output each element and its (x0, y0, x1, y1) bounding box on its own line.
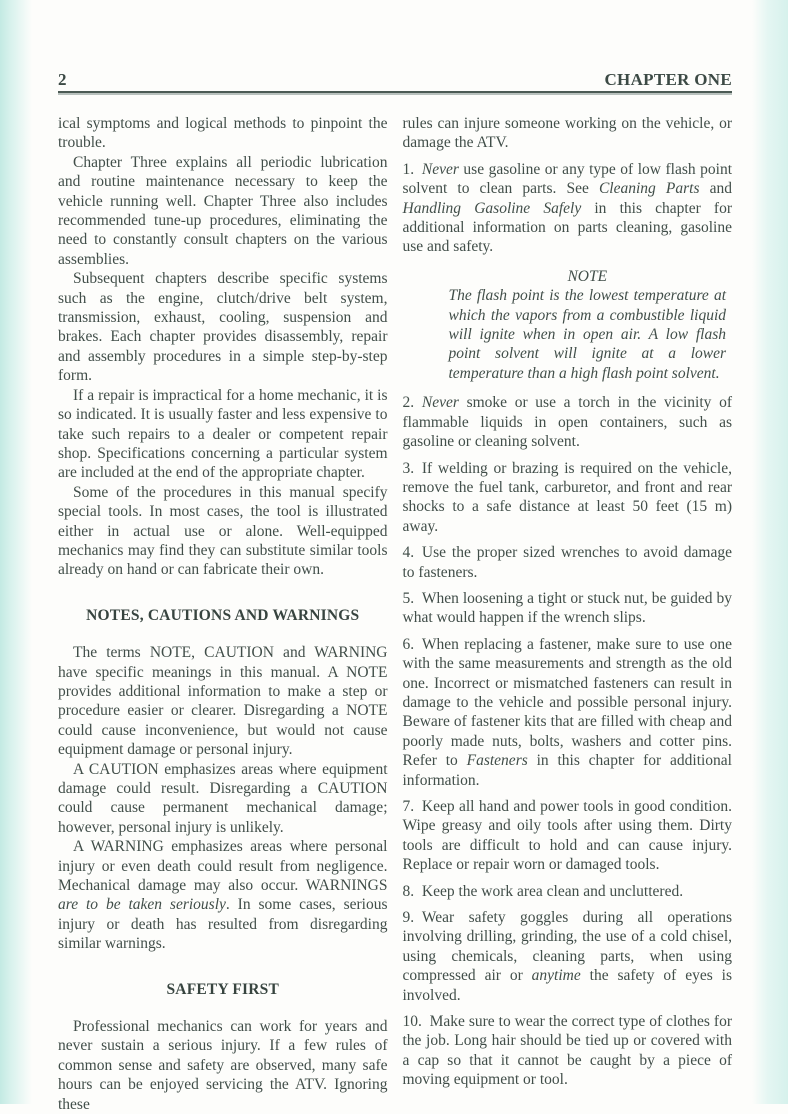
text-run: Subsequent chapters describe specific systems such as the engine, clutch/drive belt system, transmission, exhaust, cooling, suspension and brakes. Each chapter provides disassembly, repair and assembly procedures in a simple step-by-step form. (58, 270, 388, 385)
text-run: smoke or use a torch in the vicinity of flammable liquids in open containers, such as gasoline or cleaning solvent. (402, 394, 732, 451)
text-run: 6. When replacing a fastener, make sure to use one with the same measurements and strength as the old one. Incorrect or mismatched fasteners can result in damage to the vehicle and possible personal injury. Beware of fastener kits that are filled with cheap and poorly made nuts, bolts, washers and cotter pins. Refer to (402, 635, 732, 770)
note-text (449, 286, 727, 383)
paragraph (58, 837, 388, 953)
text-run: . In some cases, serious injury or death has resulted from disregarding similar warnings. (58, 896, 388, 953)
paragraph (58, 153, 388, 269)
paragraph (58, 760, 388, 838)
emphasis-text: are to be taken seriously (58, 896, 226, 914)
text-run: 1. (402, 160, 422, 178)
note-title: NOTE (567, 267, 608, 285)
emphasis-text: Cleaning Parts (598, 180, 700, 198)
text-run: use gasoline or any type of low flash point solvent to clean parts. See (402, 160, 732, 198)
text-run: Some of the procedures in this manual specify special tools. In most cases, the tool is illustrated either in actual use or alone. Well-equipped mechanics may find they can substitute similar tools already on hand or can fabricate their own. (58, 483, 388, 579)
note-block (449, 267, 727, 383)
text-run: 10. Make sure to wear the correct type of clothes for the job. Long hair should be tied up or covered with a cap so that it cannot be caught by a piece of moving equipment or tool. (402, 1013, 732, 1089)
numbered-list-item (403, 635, 733, 790)
emphasis-text: Fasteners (466, 752, 528, 770)
numbered-list-item (403, 459, 733, 537)
numbered-list-item (403, 589, 733, 628)
text-run: and (699, 180, 732, 198)
chapter-title: CHAPTER ONE (604, 70, 732, 89)
section-heading: NOTES, CAUTIONS AND WARNINGS (86, 606, 360, 624)
header-rule (58, 91, 732, 93)
paragraph (58, 483, 388, 580)
text-run: Professional mechanics can work for years and never sustain a serious injury. If a few rules of common sense and safety are observed, many safe hours can be enjoyed servicing the ATV. Ignoring these (58, 1018, 388, 1113)
scan-edge-right (752, 0, 788, 1104)
text-run: The flash point is the lowest temperature at which the vapors from a combustible liquid will ignite when in open air. A low flash point solvent will ignite at a lower temperature than a high flash point solvent. (448, 287, 726, 382)
paragraph (58, 643, 388, 759)
scan-edge-left (0, 0, 32, 1104)
text-run: 3. If welding or brazing is required on the vehicle, remove the fuel tank, carburetor, and front and rear shocks to a safe distance at least 50 feet (15 m) away. (402, 459, 732, 535)
numbered-list-item (403, 882, 733, 901)
paragraph (58, 114, 388, 153)
paragraph (58, 1017, 388, 1114)
text-run: 8. Keep the work area clean and uncluttered. (402, 882, 684, 900)
numbered-list-item (403, 543, 733, 582)
numbered-list-item (403, 393, 733, 451)
text-run: the safety of eyes is involved. (402, 967, 732, 1004)
page-number: 2 (58, 70, 67, 89)
text-run: 7. Keep all hand and power tools in good condition. Wipe greasy and oily tools after using them. Dirty tools are difficult to hold and can cause injury. Replace or repair worn or damaged tools. (402, 798, 732, 874)
section-heading: SAFETY FIRST (166, 980, 279, 998)
page-header (58, 70, 732, 89)
text-run: in this chapter for additional information. (402, 752, 732, 789)
text-run: rules can injure someone working on the vehicle, or damage the ATV. (402, 115, 732, 152)
emphasis-text: Never (421, 394, 459, 412)
numbered-list-item (403, 908, 733, 1005)
paragraph (58, 386, 388, 483)
text-run: in this chapter for additional information on parts cleaning, gasoline use and safety. (402, 199, 732, 256)
paragraph (403, 114, 733, 153)
text-run: The terms NOTE, CAUTION and WARNING have specific meanings in this manual. A NOTE provides additional information to make a step or procedure easier or clearer. Disregarding a NOTE could cause inconvenience, but would not cause equipment damage or personal injury. (58, 644, 388, 759)
text-run: 5. When loosening a tight or stuck nut, be guided by what would happen if the wrench slips. (402, 589, 732, 627)
text-run: A CAUTION emphasizes areas where equipment damage could result. Disregarding a CAUTION could cause permanent mechanical damage; however, personal injury is unlikely. (58, 760, 388, 836)
text-run: If a repair is impractical for a home mechanic, it is so indicated. It is usually faster and less expensive to take such repairs to a dealer or competent repair shop. Specifications concerning a particular system are included at the end of the appropriate chapter. (58, 386, 388, 482)
right-column (403, 114, 733, 1114)
text-run: A WARNING emphasizes areas where personal injury or even death could result from negligence. Mechanical damage may also occur. WARNINGS (58, 838, 388, 895)
numbered-list-item (403, 1012, 733, 1090)
paragraph (58, 269, 388, 385)
text-run: 2. (402, 394, 422, 412)
text-run: 9. Wear safety goggles during all operations involving drilling, grinding, the use of a cold chisel, using chemicals, cleaning parts, when using compressed air or (402, 909, 732, 985)
emphasis-text: anytime (531, 967, 581, 985)
emphasis-text: Handling Gasoline Safely (402, 199, 582, 217)
text-run: Chapter Three explains all periodic lubrication and routine maintenance necessary to keep the vehicle running well. Chapter Three also includes recommended tune-up procedures, eliminating the need to constantly consult chapters on the various assemblies. (58, 153, 388, 268)
numbered-list-item (403, 160, 733, 257)
text-run: 4. Use the proper sized wrenches to avoid damage to fasteners. (402, 544, 732, 581)
text-run: ical symptoms and logical methods to pinpoint the trouble. (58, 115, 388, 152)
left-column (58, 114, 388, 1114)
page-body (58, 114, 732, 1114)
emphasis-text: Never (421, 160, 459, 178)
numbered-list-item (403, 797, 733, 875)
